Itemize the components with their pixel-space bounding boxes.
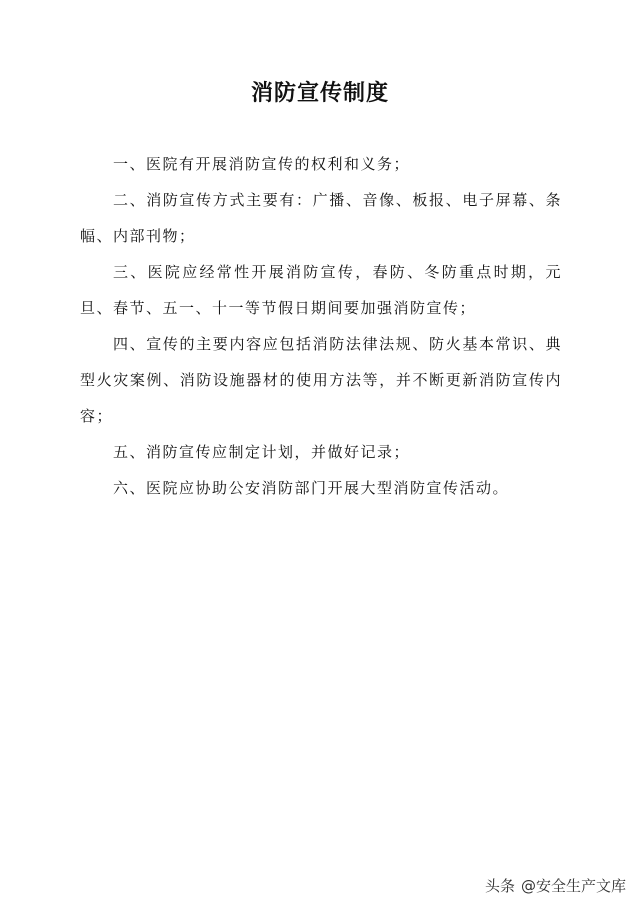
watermark	[485, 875, 626, 896]
paragraph-6: 六、医院应协助公安消防部门开展大型消防宣传活动。	[113, 479, 510, 497]
paragraph-5: 五、消防宣传应制定计划，并做好记录；	[113, 443, 411, 461]
paragraph-2: 二、消防宣传方式主要有：广播、音像、板报、电子屏幕、条幅、内部刊物；	[80, 191, 562, 245]
document-title: 消防宣传制度	[250, 81, 389, 106]
paragraph-1: 一、医院有开展消防宣传的权利和义务；	[113, 155, 411, 173]
watermark-account: @安全生产文库	[520, 877, 626, 895]
paragraph-4: 四、宣传的主要内容应包括消防法律法规、防火基本常识、典型火灾案例、消防设施器材的使用方法等，并不断更新消防宣传内容；	[80, 335, 562, 425]
document-body	[80, 146, 562, 506]
watermark-platform: 头条	[484, 877, 515, 895]
paragraph-3: 三、医院应经常性开展消防宣传，春防、冬防重点时期，元旦、春节、五一、十一等节假日期间要加强消防宣传；	[80, 263, 562, 317]
